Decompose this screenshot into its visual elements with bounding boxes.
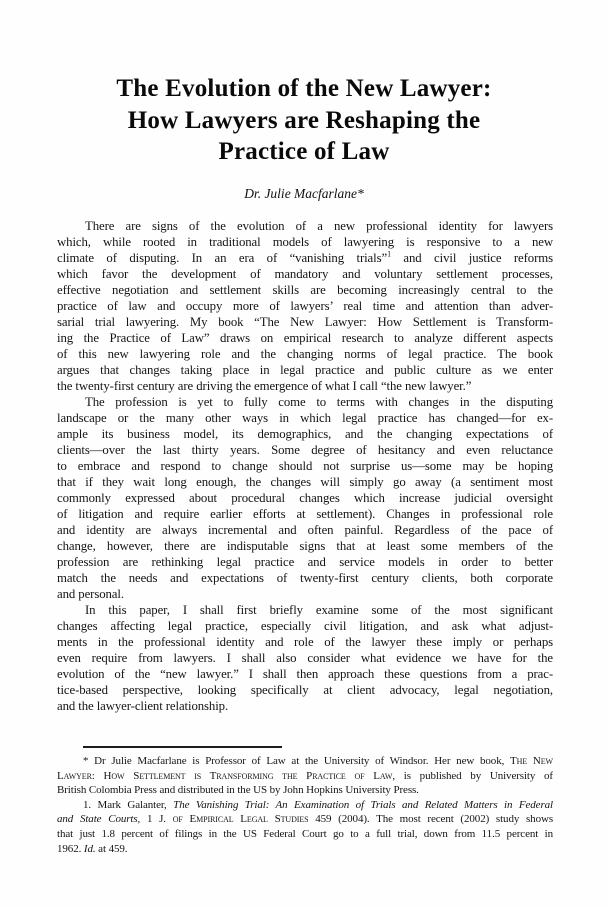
body-text-line xyxy=(57,394,553,410)
body-text-line xyxy=(57,266,553,282)
body-text-line xyxy=(57,250,553,266)
body-text-line xyxy=(57,634,553,650)
text-span: 1. Mark Galanter, xyxy=(83,798,174,811)
text-span: the twenty-first century are driving the emergence of what I call “the new lawyer.” xyxy=(57,379,472,393)
text-span-sc: of Empirical Legal Studies xyxy=(172,813,309,826)
body-text-line xyxy=(57,506,553,522)
footnotes xyxy=(57,754,553,856)
text-span-sup: 1 xyxy=(387,250,391,259)
body-text-line xyxy=(57,682,553,698)
text-span: climate of disputing. In an era of “vanishing trials” xyxy=(57,251,388,265)
text-span: ample its business model, its demographics, and the changing expectations of xyxy=(57,427,553,441)
text-span: clients—over the last thirty years. Some degree of hesitancy and even reluctance xyxy=(57,443,553,457)
text-span-i: Id. xyxy=(83,842,96,855)
text-span: , is published by University of xyxy=(392,769,553,782)
text-span-sc: The New xyxy=(510,755,553,767)
body-text-line xyxy=(57,522,553,538)
body-text-line xyxy=(57,586,553,602)
footnote-line xyxy=(57,842,553,857)
text-span: and identity are always incremental and often painful. Regardless of the pace of xyxy=(57,523,553,537)
text-span: that just 1.8 percent of filings in the US Federal Court go to a full trial, down from 11.5 percent in xyxy=(57,827,553,840)
body-text-line xyxy=(57,538,553,554)
body-text-line xyxy=(57,666,553,682)
text-span: commonly expressed about procedural changes which increase judicial oversight xyxy=(57,491,553,505)
body-text-line xyxy=(57,602,553,618)
body-text-line xyxy=(57,218,553,234)
body-text-line xyxy=(57,314,553,330)
text-span: of this new lawyering role and the changing norms of legal practice. The book xyxy=(57,347,553,361)
body-text-line xyxy=(57,458,553,474)
title-line-1: The Evolution of the New Lawyer: xyxy=(116,75,492,102)
body-text-line xyxy=(57,410,553,426)
text-span: 1962. xyxy=(57,842,84,855)
body-text-line xyxy=(57,650,553,666)
footnote-line xyxy=(57,769,553,784)
text-span: changes affecting legal practice, especially civil litigation, and ask what adjust- xyxy=(57,619,553,633)
text-span: profession are rethinking legal practice and service models in order to better xyxy=(57,555,553,569)
text-span-i: and State Courts, xyxy=(57,813,141,826)
text-span: evolution of the “new lawyer.” I shall then approach these questions from a prac- xyxy=(57,667,553,681)
text-span: sarial trial lawyering. My book “The New Lawyer: How Settlement is Transform- xyxy=(57,315,553,329)
text-span: landscape or the many other ways in which legal practice has changed—for ex- xyxy=(57,411,553,425)
body-text-line xyxy=(57,378,553,394)
text-span: ing the Practice of Law” draws on empirical research to analyze different aspects xyxy=(57,331,553,345)
text-span: at 459. xyxy=(95,842,128,855)
text-span: which, while rooted in traditional models of lawyering is responsive to a new xyxy=(57,235,553,249)
text-span: British Colombia Press and distributed in the US by John Hopkins University Press. xyxy=(57,784,419,797)
text-span: The profession is yet to fully come to terms with changes in the disputing xyxy=(85,395,553,409)
title-line-3: Practice of Law xyxy=(218,138,390,165)
text-span: tice-based perspective, looking specifically at client advocacy, legal negotiation, xyxy=(57,683,553,697)
text-span: practice of law and occupy more of lawyers’ real time and attention than adver- xyxy=(57,299,553,313)
text-span: of litigation and require earlier efforts at settlement). Changes in professional role xyxy=(57,507,553,521)
author-byline: Dr. Julie Macfarlane* xyxy=(244,186,364,201)
body-text-line xyxy=(57,698,553,714)
text-span-i: The Vanishing Trial: An Examination of Trials and Related Matters in Federal xyxy=(173,798,553,811)
body-text-line xyxy=(57,234,553,250)
text-span: and the lawyer-client relationship. xyxy=(57,699,229,713)
body-text-line xyxy=(57,282,553,298)
text-span: even require from lawyers. I shall also consider what evidence we have for the xyxy=(57,651,553,665)
footnote-line xyxy=(57,783,553,798)
footnote-line xyxy=(57,754,553,769)
text-span: change, however, there are indisputable signs that at least some members of the xyxy=(57,539,553,553)
text-span: 1 J. xyxy=(140,813,173,826)
text-span: match the needs and expectations of twenty-first century clients, both corporate xyxy=(57,571,553,585)
body-text-line xyxy=(57,442,553,458)
body-text-line xyxy=(57,474,553,490)
text-span: and civil justice reforms xyxy=(390,251,553,265)
text-span: * Dr Julie Macfarlane is Professor of Law at the University of Windsor. Her new book, xyxy=(83,755,511,767)
page-title xyxy=(0,73,608,168)
text-span: and personal. xyxy=(57,587,124,601)
body-text-line xyxy=(57,554,553,570)
text-span: that if they wait long enough, the changes will simply go away (a sentiment most xyxy=(57,475,553,489)
text-span: effective negotiation and settlement skills are becoming increasingly central to the xyxy=(57,283,553,297)
body-text-line xyxy=(57,618,553,634)
body-text-line xyxy=(57,570,553,586)
footnote-line xyxy=(57,798,553,813)
footnote-line xyxy=(57,812,553,827)
body-text-line xyxy=(57,490,553,506)
body-text-line xyxy=(57,330,553,346)
body-text-line xyxy=(57,362,553,378)
body-text-line xyxy=(57,426,553,442)
text-span: argues that changes taking place in legal practice and public culture as we enter xyxy=(57,363,553,377)
text-span: There are signs of the evolution of a new professional identity for lawyers xyxy=(85,219,553,233)
footnote-line xyxy=(57,827,553,842)
text-span: ments in the professional identity and role of the lawyer these imply or perhaps xyxy=(57,635,553,649)
text-span-sc: Lawyer: How Settlement is Transforming the Practice of Law xyxy=(57,769,393,782)
text-span: 459 (2004). The most recent (2002) study shows xyxy=(308,813,553,826)
article-body xyxy=(57,218,553,714)
body-text-line xyxy=(57,346,553,362)
title-line-2: How Lawyers are Reshaping the xyxy=(127,106,481,134)
body-text-line xyxy=(57,298,553,314)
footnote-separator xyxy=(83,746,282,748)
text-span: to embrace and respond to change should not surprise us—some may be hoping xyxy=(57,459,553,473)
text-span: In this paper, I shall first briefly examine some of the most significant xyxy=(85,603,553,617)
text-span: which favor the development of mandatory and voluntary settlement processes, xyxy=(57,267,553,281)
